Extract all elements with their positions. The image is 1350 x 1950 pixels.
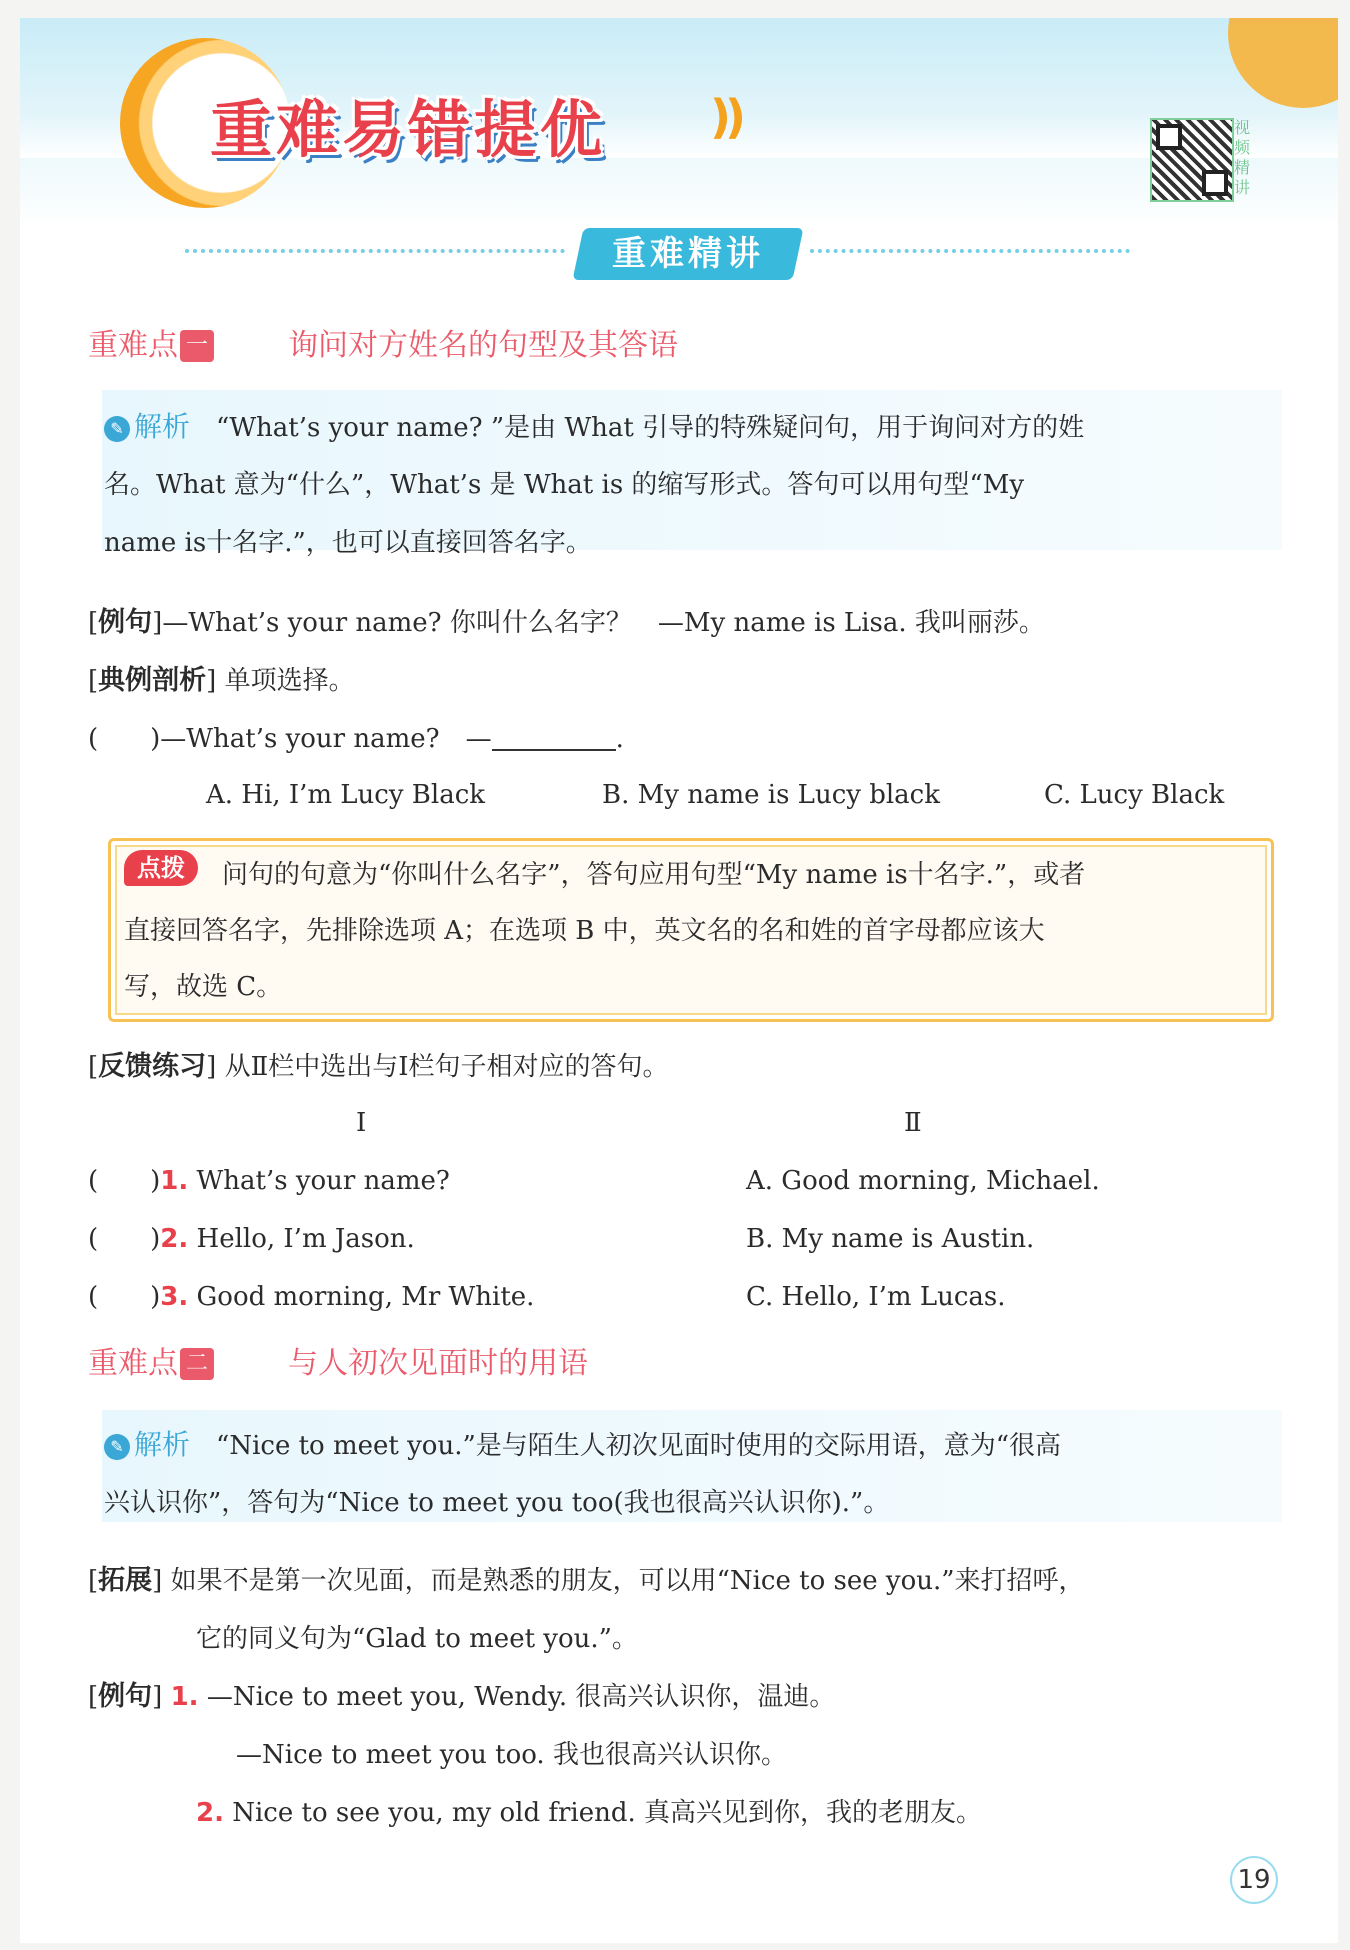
section-tag-label: 重难精讲 (612, 234, 764, 274)
analysis-2-label (104, 1428, 190, 1461)
item-number-1: 1. (160, 1166, 189, 1196)
qr-code-icon[interactable] (1150, 118, 1234, 202)
item-number-3: 3. (160, 1282, 189, 1312)
analysis-1-text-1: “What’s your name? ”是由 What 引导的特殊疑问句，用于询问对方的姓 (216, 413, 1085, 443)
key-point-1-label (88, 320, 214, 364)
extension-line-2: 它的同义句为“Glad to meet you.”。 (196, 1624, 638, 1654)
example-2-row-3 (196, 1784, 982, 1842)
answer-paren-2[interactable]: ( ) (88, 1224, 161, 1254)
option-b: B. My name is Lucy black (602, 780, 940, 810)
example-2-text-1a: —Nice to meet you, Wendy. 很高兴认识你，温迪。 (206, 1682, 836, 1712)
kp2-label: 重难点 (88, 1346, 178, 1381)
key-point-2-title: 与人初次见面时的用语 (288, 1346, 588, 1381)
key-point-1-title: 询问对方姓名的句型及其答语 (288, 328, 678, 363)
exercise-row-1 (88, 1152, 450, 1210)
extension-text-1: 如果不是第一次见面，而是熟悉的朋友，可以用“Nice to see you.”来打招呼， (170, 1566, 1085, 1596)
divider-right (810, 249, 1130, 253)
column-2-heading: Ⅱ (904, 1108, 922, 1138)
typical-example-text: 单项选择。 (224, 666, 355, 696)
analysis-2-line-2: 兴认识你”，答句为“Nice to meet you too(我也很高兴认识你).”。 (104, 1488, 890, 1518)
extension-label: 拓展 (98, 1565, 153, 1596)
divider-left (185, 249, 565, 253)
item-number-2: 2. (160, 1224, 189, 1254)
analysis-2-label-text: 解析 (134, 1428, 191, 1461)
hint-line-2: 直接回答名字，先排除选项 A；在选项 B 中，英文名的名和姓的首字母都应该大 (124, 916, 1045, 946)
typical-example: [典例剖析] 单项选择。 (88, 665, 355, 696)
typical-question-text: ( )—What’s your name? — (88, 724, 492, 754)
example-2-number-2: 2. (196, 1798, 224, 1828)
answer-option-a: A. Good morning, Michael. (746, 1166, 1100, 1196)
analysis-1-label (104, 410, 190, 443)
example-2-text-2: Nice to see you, my old friend. 真高兴见到你，我的老朋友。 (232, 1798, 983, 1828)
hint-line-1: 问句的句意为“你叫什么名字”，答句应用句型“My name is十名字.”，或者 (222, 860, 1086, 890)
kp1-number: 一 (180, 330, 214, 362)
kp1-label: 重难点 (88, 328, 178, 363)
analysis-2-line-1 (104, 1416, 1061, 1475)
title-wave-decoration: )) (710, 90, 741, 144)
page-title: 重难易错提优 (210, 93, 607, 166)
example-1-label: 例句 (98, 607, 153, 638)
feedback-label: 反馈练习 (98, 1051, 207, 1082)
analysis-1-label-text: 解析 (134, 410, 191, 443)
exercise-row-3 (88, 1268, 534, 1326)
question-3: Good morning, Mr White. (196, 1282, 535, 1312)
example-2-label: 例句 (98, 1681, 153, 1712)
typical-question: ( )—What’s your name? — . (88, 724, 624, 754)
qr-label: 视频精讲 (1234, 118, 1251, 197)
key-icon: ✎ (104, 416, 130, 442)
page-number: 19 (1230, 1856, 1278, 1904)
answer-blank[interactable] (492, 725, 616, 751)
key-icon: ✎ (104, 1434, 130, 1460)
analysis-1-line-1 (104, 398, 1084, 457)
question-2: Hello, I’m Jason. (196, 1224, 415, 1254)
example-2-row-2: —Nice to meet you too. 我也很高兴认识你。 (236, 1740, 787, 1770)
typical-example-label: 典例剖析 (98, 665, 207, 696)
hint-line-3: 写，故选 C。 (124, 972, 283, 1002)
option-c: C. Lucy Black (1044, 780, 1225, 810)
extension: [拓展] 如果不是第一次见面，而是熟悉的朋友，可以用“Nice to see you.”来打招呼， (88, 1565, 1085, 1596)
question-1: What’s your name? (196, 1166, 450, 1196)
key-point-2-label (88, 1338, 214, 1382)
page (20, 18, 1338, 1943)
section-tag (572, 228, 803, 280)
example-2-number-1: 1. (170, 1682, 199, 1712)
feedback: [反馈练习] 从Ⅱ栏中选出与Ⅰ栏句子相对应的答句。 (88, 1051, 669, 1082)
column-1-heading: Ⅰ (356, 1108, 367, 1138)
answer-paren-1[interactable]: ( ) (88, 1166, 161, 1196)
example-2-row-1: [例句] 1. —Nice to meet you, Wendy. 很高兴认识你，温迪。 (88, 1681, 836, 1712)
analysis-1-line-2: 名。What 意为“什么”，What’s 是 What is 的缩写形式。答句可以用句型“My (104, 470, 1025, 500)
option-a: A. Hi, I’m Lucy Black (206, 780, 486, 810)
answer-paren-3[interactable]: ( ) (88, 1282, 161, 1312)
analysis-2-text-1: “Nice to meet you.”是与陌生人初次见面时使用的交际用语，意为“很高 (216, 1431, 1062, 1461)
answer-option-c: C. Hello, I’m Lucas. (746, 1282, 1006, 1312)
answer-option-b: B. My name is Austin. (746, 1224, 1035, 1254)
hint-label: 点拨 (124, 850, 198, 886)
kp2-number: 二 (180, 1348, 214, 1380)
analysis-1-line-3: name is十名字.”，也可以直接回答名字。 (104, 528, 592, 558)
feedback-text: 从Ⅱ栏中选出与Ⅰ栏句子相对应的答句。 (224, 1052, 669, 1082)
exercise-row-2 (88, 1210, 415, 1268)
example-1: [例句]—What’s your name? 你叫什么名字？ —My name is Lisa. 我叫丽莎。 (88, 607, 1045, 638)
example-1-text: —What’s your name? 你叫什么名字？ —My name is Lisa. 我叫丽莎。 (162, 608, 1045, 638)
